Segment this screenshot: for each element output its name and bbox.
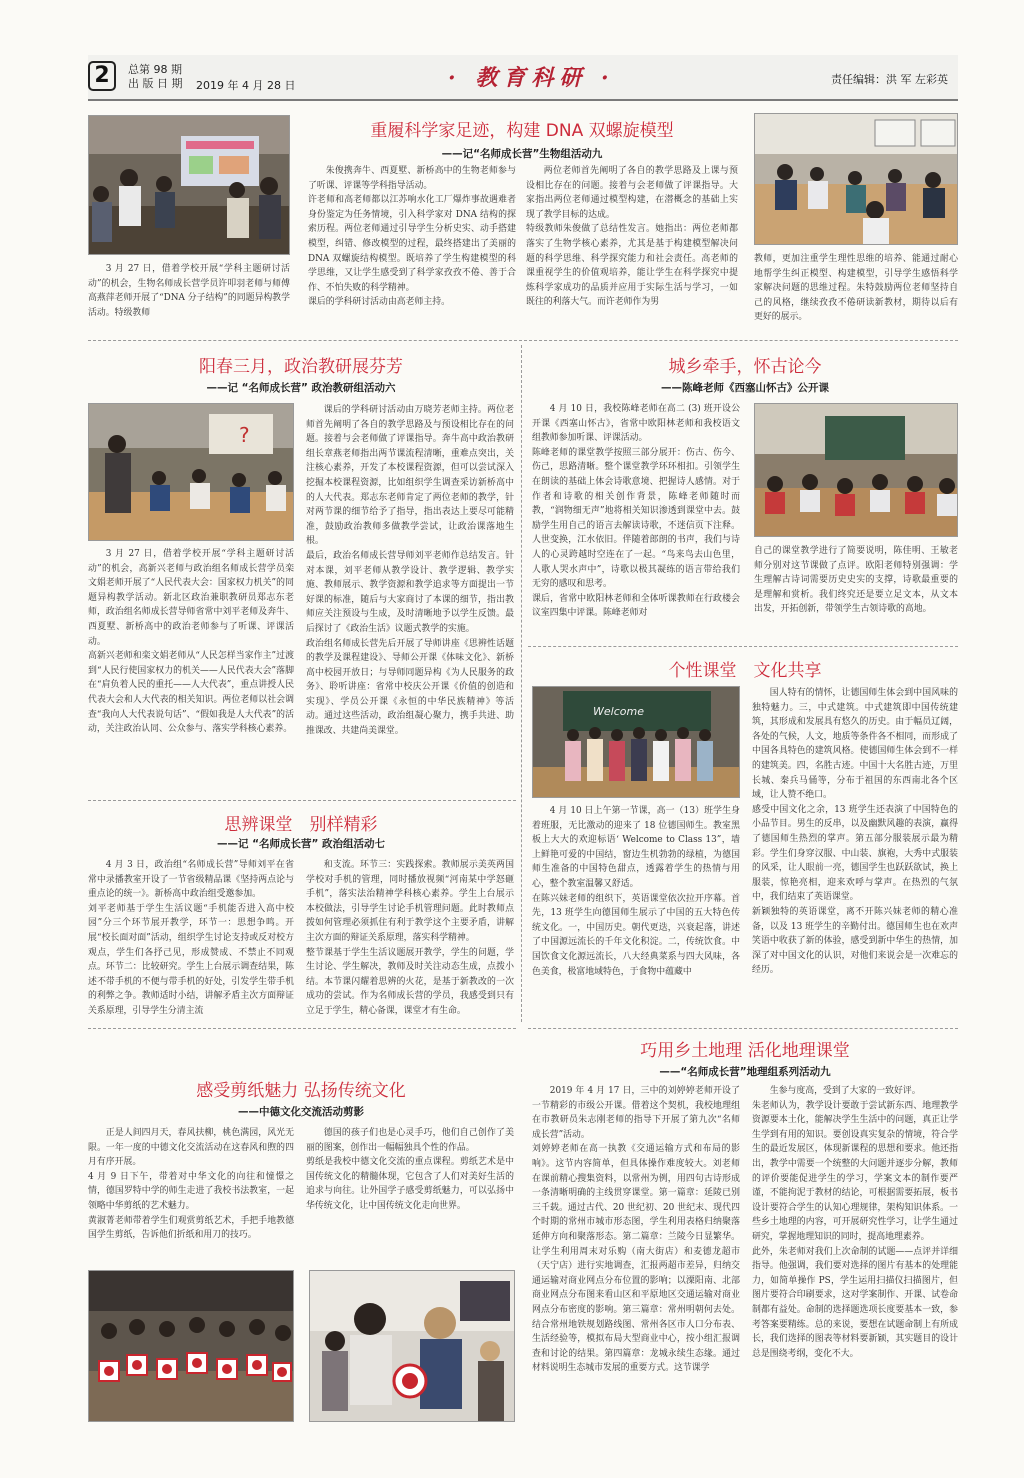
papercut-group-image: [89, 1271, 294, 1422]
dna-right-photo: [754, 113, 958, 245]
culture-col2-text: 国人特有的情怀，让德国师生体会到中国风味的独特魅力。三，中式建筑。中式建筑即中国传统建筑，其形成和发展具有悠久的历史。由于幅员辽阔，各处的气候，人文，地质等条件各不相同，而形成了中国各具特色的建筑风格。使德国师生体会到不一样的建筑美。四，名胜古迹。中国十大名胜古迹，万里长城、秦兵马俑等，分布于祖国的东西南北各个区域，让人赞不绝口。 感受中国文化之余，13 班学生还表演了中国特色的小品节目。男生的反串，以及幽默风趣的表演，赢得了德国师生热烈的掌声。第五部分服装展示最为精彩。学生们身穿汉服、中山装、旗袍，大秀中式服装的风采，让人眼前一亮，德国学生也跃跃欲试，换上服装，惊艳亮相，迎来欢呼与掌声。在热烈的气氛中，我们结束了英语课堂。 新颖独特的英语课堂，离不开陈兴妹老师的精心准备，以及 13 班学生的辛勤付出。德国师生也在欢声笑语中收获了新的体验，感受到新中华生的热情，加深了对中国文化的认识，对他们来说会是一次难忘的经历。: [752, 688, 958, 976]
dna-column-3: [754, 252, 958, 328]
culture-photo: [532, 686, 740, 798]
culture-column-2: [752, 686, 958, 1018]
masthead: · 教育科研 ·: [448, 65, 615, 91]
chinese-classroom-image: [755, 404, 958, 537]
svg-text:?: ?: [239, 423, 250, 447]
geography-column-1: [532, 1084, 740, 1424]
page-header: [88, 55, 958, 103]
politics6-col1-text: 3 月 27 日，借着学校开展“学科主题研讨活动”的机会，高新兴老师与政治组名师成长营学员栾文娟老师开展了“人民代表大会：国家权力机关”的同题异构教学活动。新北区政治兼职教研员郑志东老师，政治组名师成长营导师省常中刘平老师及奔牛、西夏墅、新桥高中的政治老师参与了听课、评课活动。 高新兴老师和栾文娟老师从“人民怎样当家作主”过渡到“人民行使国家权力的机关——人民代表大会”落脚在“肩负着人民的重托——人大代表”，重点讲授人民代表大会和人大代表的相关知识。两位老师以社会调查“我向人大代表说句话”、“假如我是人大代表”的活动，关注政治认同、公众参与、落实学科核心素养。: [88, 549, 294, 735]
politics6-col2-text: 课后的学科研讨活动由万晓芳老师主持。两位老师首先阐明了各自的教学思路及与预设相比存在的问题。接着与会老师做了评课指导。奔牛高中政治教研组长章燕老师指出两节课流程清晰，重难点突出，关注核心素养，开发了本校课程资源，但可以尝试深入挖掘本校课程资源，比如组织学生调查采访新桥高中的人大代表。郑志东老师肯定了两位老师的教学，针对两节课的细节给予了指导，指出表达上要尽可能精准，鼓励政治教师多做教学尝试，让政治课落地生根。 最后，政治名师成长营导师刘平老师作总结发言。针对本课，刘平老师从教学设计、教学逻辑、教学实施、教师展示、教学资源和教学追求等方面提出一节好课的标准，随后与大家商讨了本课的细节，指出教师应关注预设与生成，及时清晰地予以学生反馈。最后探讨了《政治生活》议题式教学的实施。 政治组名师成长营先后开展了导师讲座《思辨性话题的教学及课程建设》、导师公开课《体味文化》、新桥高中校园开放日；与导师同题异构《为人民服务的政务》、聆听讲座：省常中校庆公开课《价值的创造和实现》、学员公开课《永恒的中华民族精神》等活动。通过这些活动，政治组凝心聚力，携手共进、助推课改、共建尚美课堂。: [306, 405, 514, 737]
welcome-class-13-image: [533, 687, 740, 798]
papercut-col2-text: 德国的孩子们也是心灵手巧，他们自己创作了美丽的图案，创作出一幅幅独具个性的作品。 剪纸是我校中德文化交流的重点课程。剪纸艺术是中国传统文化的精髓体现，它包含了人们对美好生活的追求与向往。让外国学子感受剪纸魅力，可以弘扬中华传统文化，让中国传统文化走向世界。: [306, 1128, 514, 1211]
ancient-column-2: [754, 544, 958, 640]
header-rule: [88, 99, 958, 101]
classroom-presentation-image: [89, 116, 290, 255]
section-divider: [88, 800, 516, 801]
geography-subtitle: ——“名师成长营”地理组系列活动九: [659, 1066, 831, 1078]
dna-caption: [88, 262, 290, 328]
politics6-column-1: [88, 547, 294, 791]
politics7-title: 思辨课堂 别样精彩: [224, 815, 378, 835]
dna-column-1: [308, 164, 516, 328]
culture-col1-text: 4 月 10 日上午第一节课，高一（13）班学生身着班服，无比激动的迎来了 18 位德国师生。教室黑板上大大的欢迎标语‘ Welcome to Class 13”，墙上鲜艳可爱的中国结，窗边生机勃勃的绿植，为德国师生准备的中国特色甜点，透露着学生的热情与用心，整个教室温馨又舒适。 在陈兴妹老师的组织下，英语课堂依次拉开序幕。首先，13 班学生向德国师生展示了中国的五大特色传统文化。一，中国历史。朝代更迭，兴衰起落，讲述了中国源远流长的千年文化积淀。二，传统饮食。中国饮食文化源远流长，八大经典菜系与四大风味，各色美食，极富地域特色，于食物中蕴藏中: [532, 806, 740, 977]
politics7-subtitle: ——记 “名师成长营” 政治组活动七: [216, 838, 386, 850]
pubdate-label: 出 版 日 期: [128, 77, 183, 90]
geography-column-2: [752, 1084, 958, 1424]
geography-title: 巧用乡土地理 活化地理课堂: [640, 1041, 850, 1061]
papercut-title: 感受剪纸魅力 弘扬传统文化: [196, 1081, 406, 1101]
politics7-column-1: [88, 858, 294, 1018]
page-number: 2: [88, 61, 116, 91]
dna-col1-text: 朱俊携奔牛、西夏墅、新桥高中的生物老师参与了听课、评课等学科指导活动。 许老师和高老师都以江苏响水化工厂爆炸事故遇难者身份鉴定为任务情境，引入科学家对 DNA 结构的探索历程。两位老师通过引导学生分析史实、动手搭建模型，纠错、修改模型的过程，最终搭建出了美丽的 DNA 双螺旋结构模型。既培养了学生构建模型的科学思维，又让学生感受到了科学家孜孜不倦、善于合作、不怕失败的科学精神。 课后的学科研讨活动由高老师主持。: [308, 166, 516, 308]
papercut-column-1: [88, 1126, 294, 1262]
responsible-editor: 责任编辑：洪 军 左彩英: [831, 73, 948, 86]
dna-col3-text: 教师，更加注重学生理性思维的培养、能通过耐心地帮学生纠正模型、构建模型，引导学生感悟科学家解决问题的思维过程。朱特鼓励两位老师坚持自己的风格，继续孜孜不倦研读新教材，期待以后有更好的展示。: [754, 254, 958, 323]
svg-text:Welcome: Welcome: [593, 705, 644, 718]
issue-line: [128, 63, 183, 91]
ancient-subtitle: ——陈峰老师《西塞山怀古》公开课: [661, 382, 829, 394]
publication-date: 2019 年 4 月 28 日: [196, 79, 296, 92]
geography-col1-text: 2019 年 4 月 17 日，三中的刘婷婷老师开设了一节精彩的市级公开课。借着这个契机，我校地理组在市教研员朱志刚老师的指导下开展了第九次“名师成长营”活动。 刘婷婷老师在高一执教《交通运输方式和布局的影响》。这节内容简单，但具体操作难度较大。刘老师在课前精心搜集资料，以常州为例，用四句古诗形成一条清晰明确的主线贯穿课堂。第一篇章：延陵已别三千载。通过古代、20 世纪初、20 世纪末、现代四个时期的常州市城市形态图，学生利用表格归纳聚落延伸方向和聚落形态。第二篇章：兰陵今日显繁华。让学生利用周末对乐购（南大街店）和麦德龙超市（天宁店）进行实地调查，汇报两超市差异，归纳交通运输对商业网点分布位置的影响；以溧阳南、北部商业网点分布图来看山区和平原地区交通运输对商业网点分布密度的影响。第三篇章：常州明朝何去处。结合常州地铁规划路线图、常州各区市人口分布表、生活经验等，模拟布局大型商业中心，按小组汇报调查和讨论的结果。第四篇章：龙城永续生态缘。通过材料说明生态城市发展的重要方式。这节课学: [532, 1086, 740, 1374]
ancient-column-1: [532, 402, 740, 640]
ancient-photo: [754, 403, 958, 537]
dna-subtitle: ——记“名师成长营”生物组活动九: [441, 148, 603, 160]
papercut-col1-text: 正是人间四月天，春风扶柳，桃色满园，风光无限。一年一度的中德文化交流活动在这春风和煦的四月有序开展。 4 月 9 日下午，带着对中华文化的向往和憧憬之情，德国罗特中学的师生走进了我校书法教室，一起领略中华剪纸的艺术魅力。 黄淑菁老师带着学生们观赏剪纸艺术，手把手地教德国学生剪纸，告诉他们折纸和用刀的技巧。: [88, 1128, 294, 1241]
politics7-col1-text: 4 月 3 日，政治组“名师成长营”导师刘平在省常中录播教室开设了一节省级精品课《坚持两点论与重点论的统一》。新桥高中政治组受邀参加。 刘平老师基于学生生活议题“手机能否进入高中校园”分三个环节展开教学，环节一：思想争鸣。开展“校长面对面”活动，组织学生讨论支持或反对校方观点，学生们各抒己见，形成赞成、不禁止不同观点。环节二：比较研究。学生上台展示调查结果，陈述不带手机的不便与带手机的好处，引发学生带手机的利弊之争。教师适时小结，讲解矛盾主次方面辩证关系原理，引导学生分清主流: [88, 860, 294, 1016]
section-divider: [88, 1028, 516, 1029]
column-divider: [521, 345, 522, 1022]
politics6-column-2: [306, 403, 514, 791]
dna-col2-text: 两位老师首先阐明了各自的教学思路及上课与预设相比存在的问题。接着与会老师做了评课指导。大家指出两位老师通过模型构建，在潜概念的基础上实现了教学目标的达成。 特级教师朱俊做了总结性发言。她指出：两位老师都落实了生物学核心素养，尤其是基于构建模型解决问题的科学思维、科学探究能力和社会责任。高老师的课重视学生的价值观培养，能让学生在科学探究中提炼科学家成功的品质并应用于实际生活与学习，一如既往的利落大气。而许老师作为男: [526, 166, 738, 308]
papercut-right-photo: [309, 1270, 515, 1422]
politics-photo: [88, 403, 294, 541]
culture-title: 个性课堂 文化共享: [668, 661, 822, 681]
dna-left-photo: [88, 115, 290, 255]
dna-title: 重履科学家足迹，构建 DNA 双螺旋模型: [370, 121, 674, 141]
ancient-title: 城乡牵手，怀古论今: [668, 357, 822, 377]
ancient-col1-text: 4 月 10 日，我校陈峰老师在高二 (3) 班开设公开课《西塞山怀古》，省常中欧阳林老师和我校语文组教师参加听课、评课活动。 陈峰老师的课堂教学按照三部分展开：伤古、伤今、伤己，思路清晰。整个课堂教学环环相扣。引领学生在朗读的基础上体会诗歌意境、把握诗人感情。对于作者和诗歌的相关创作背景，陈峰老师随时而教，“润物细无声”地将相关知识渗透到课堂中去。鼓励学生用自己的语言去解读诗歌，不迷信页下注释。人世变换，江水依旧。伴随着郎朗的书声，我们与诗人的心灵跨越时空连在了一起。“鸟来鸟去山色里，人歌人哭水声中”，诗歌以极其凝练的语言带给我们无穷的感叹和思考。 课后，省常中欧阳林老师和全体听课教师在行政楼会议室四集中评课。陈峰老师对: [532, 404, 740, 619]
papercut-column-2: [306, 1126, 514, 1262]
classroom-students-image: [755, 114, 958, 245]
papercut-subtitle: ——中德文化交流活动剪影: [238, 1106, 364, 1118]
papercut-portrait-image: [310, 1271, 515, 1422]
section-divider: [528, 1028, 958, 1029]
politics-classroom-image: [89, 404, 294, 541]
culture-column-1: [532, 804, 740, 1018]
ancient-col2-text: 自己的课堂教学进行了简要说明，陈佳明、王敏老师分别对这节课做了点评。欧阳老师特别强调：学生理解古诗词需要历史史实的支撑，诗歌最重要的是理解和赏析。我们终究还是要立足文本，从文本出发，开拓创新，带领学生古领诗歌的高地。: [754, 546, 958, 615]
politics6-subtitle: ——记 “名师成长营” 政治教研组活动六: [206, 382, 396, 394]
dna-column-2: [526, 164, 738, 328]
issue-number: 总第 98 期: [128, 63, 182, 76]
politics7-column-2: [306, 858, 514, 1018]
section-divider: [88, 340, 958, 341]
politics6-title: 阳春三月，政治教研展芬芳: [199, 357, 403, 377]
geography-col2-text: 生参与度高，受到了大家的一致好评。 朱老师认为，教学设计要敢于尝试新东西、地理教学资源要本土化，能解决学生生活中的问题，真正让学生学到有用的知识。要创设真实复杂的情境，符合学生的最近发展区，体现新课程的思想和要求。他还指出，教学中需要一个统整的大问题并逐步分解，教师的评价要能促进学生的学习，学案文本的制作要严谨，不能拘泥于教材的结论，可根据需要拓展，板书设计要符合学生的认知心理规律，架构知识体系。一些乡土地理的内容，可开展研究性学习，让学生通过研究，掌握地理知识的同时，提高地理素养。 此外，朱老师对我们上次命制的试题——点评并详细指导。他强调，我们要对选择的图片有基本的处理能力，如简单操作 PS，学生运用扫描仪扫描图片，但图片要符合印刷要求，这对学案制作、开课、试卷命制都有益处。命制的选择题选项长度要基本一致，参考答案要精练。总的来说，要想在试题命制上有所成长，我们选择的图表等材料要新颖，其实题目的设计总是围绕考纲，变化不大。: [752, 1086, 958, 1359]
dna-caption-text: 3 月 27 日，借着学校开展“学科主题研讨活动”的机会，生物名师成长营学员许叩羽老师与师傅高燕萍老师开展了“DNA 分子结构”的同题异构教学活动。特级教师: [88, 264, 290, 318]
section-divider: [528, 646, 958, 647]
papercut-left-photo: [88, 1270, 294, 1422]
politics7-col2-text: 和支流。环节三：实践探索。教师展示美英两国学校对手机的管理，同时播放视频“河南某中学怒砸手机”，落实法治精神学科核心素养。学生上台展示本校做法，引导学生讨论手机管理问题。此时教师点拨如何管理必须抓住有利于教学这个主要矛盾，讲解主次方面的辩证关系原理，落实科学精神。 整节课基于学生生活议题展开教学，学生的问题，学生讨论、学生解决，教师及时关注动态生成，点拨小结。本节课闪耀着思辨的火花，是基于新教改的一次成功的尝试。作为名师成长营的学员，我感受到只有立足于学生，精心备课，课堂才有生命。: [306, 860, 514, 1016]
